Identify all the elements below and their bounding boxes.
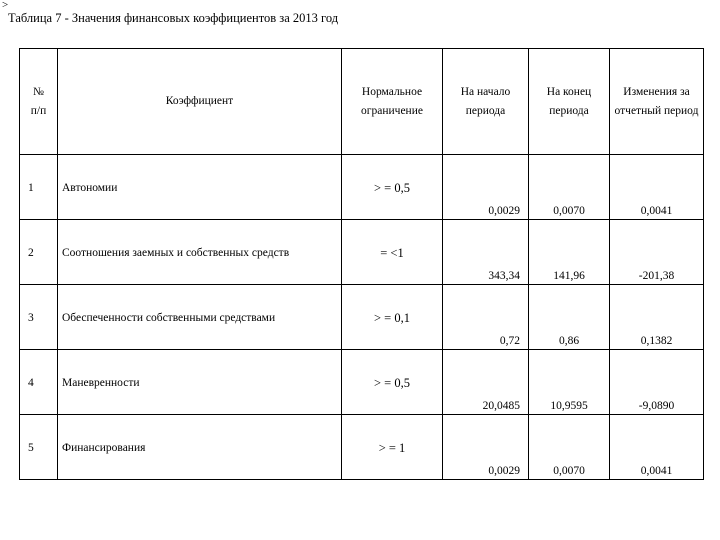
cell-change: 0,1382 xyxy=(610,285,704,350)
cell-end: 10,9595 xyxy=(529,350,610,415)
cell-limit: > = 1 xyxy=(342,415,443,480)
cell-coefficient xyxy=(58,155,342,220)
cell-num: 5 Финансирования xyxy=(20,415,58,480)
header-row xyxy=(20,49,704,155)
cell-limit: > = 0,5 xyxy=(342,155,443,220)
cell-coefficient-name: Маневренности xyxy=(62,377,140,389)
cell-start: 20,0485 xyxy=(443,350,529,415)
cell-coefficient-name: Финансирования xyxy=(62,442,146,454)
header-normal-limit: Нормальное ограничение xyxy=(342,49,443,155)
cell-end: 0,86 xyxy=(529,285,610,350)
table-row xyxy=(20,285,704,350)
header-coefficient: Коэффициент xyxy=(58,49,342,155)
cell-coefficient xyxy=(58,220,342,285)
header-change: Изменения за отчетный период xyxy=(610,49,704,155)
cell-limit: = <1 xyxy=(342,220,443,285)
header-period-end: На конец периода xyxy=(529,49,610,155)
cell-change: -201,38 xyxy=(610,220,704,285)
cell-limit: > = 0,1 xyxy=(342,285,443,350)
table-row xyxy=(20,220,704,285)
cell-end: 141,96 xyxy=(529,220,610,285)
cell-num: 3 Обеспеченности собственными средствами xyxy=(20,285,58,350)
cell-start: 0,0029 xyxy=(443,415,529,480)
cell-start: 0,0029 xyxy=(443,155,529,220)
cell-change: 0,0041 xyxy=(610,155,704,220)
cell-num: 1 Автономии xyxy=(20,155,58,220)
cell-end: 0,0070 xyxy=(529,415,610,480)
cell-coefficient xyxy=(58,415,342,480)
cell-num: 2 Соотношения заемных и собственных средств xyxy=(20,220,58,285)
cell-start: 343,34 xyxy=(443,220,529,285)
cell-change: -9,0890 xyxy=(610,350,704,415)
table-row xyxy=(20,350,704,415)
header-period-start: На начало периода xyxy=(443,49,529,155)
cell-end: 0,0070 xyxy=(529,155,610,220)
cell-coefficient-name: Соотношения заемных и собственных средств xyxy=(62,247,290,259)
cell-num: 4 Маневренности xyxy=(20,350,58,415)
cell-change: 0,0041 xyxy=(610,415,704,480)
cell-coefficient xyxy=(58,285,342,350)
cell-coefficient-name: Обеспеченности собственными средствами xyxy=(62,312,276,324)
cell-coefficient-name: Автономии xyxy=(62,182,118,194)
table-row xyxy=(20,415,704,480)
arrow-mark: > xyxy=(2,0,9,11)
table-caption: Таблица 7 - Значения финансовых коэффициентов за 2013 год xyxy=(8,11,339,25)
header-num: № п/п xyxy=(20,49,58,155)
financial-ratios-table xyxy=(19,48,704,480)
cell-start: 0,72 xyxy=(443,285,529,350)
cell-limit: > = 0,5 xyxy=(342,350,443,415)
cell-coefficient xyxy=(58,350,342,415)
table-row xyxy=(20,155,704,220)
